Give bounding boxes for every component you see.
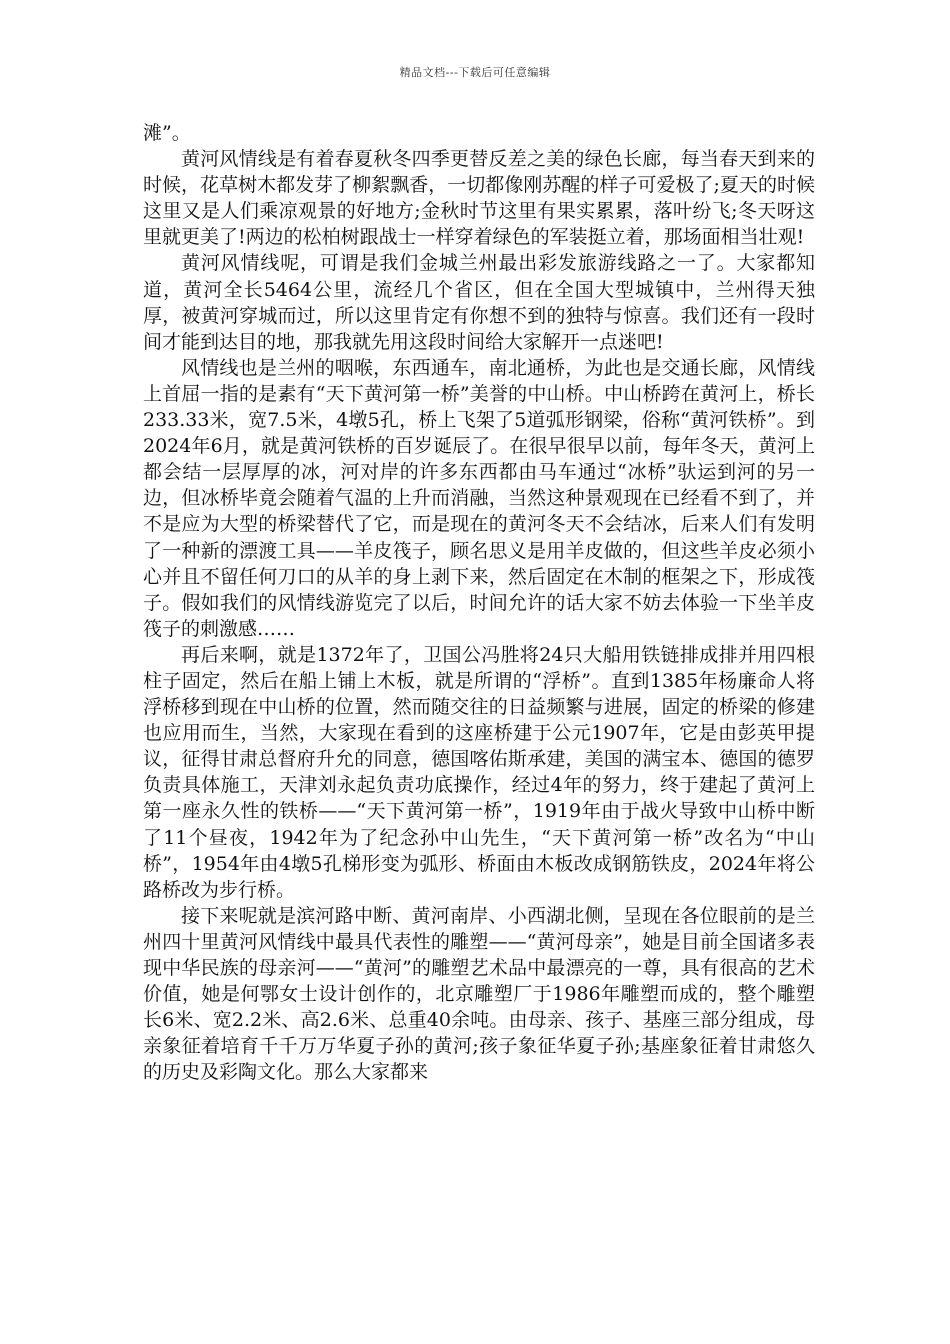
- paragraph: 接下来呢就是滨河路中断、黄河南岸、小西湖北侧，呈现在各位眼前的是兰州四十里黄河风情线中最具代表性的雕塑——“黄河母亲”，她是目前全国诸多表现中华民族的母亲河——“黄河”的雕塑艺术品中最漂亮的一尊，具有很高的艺术价值，她是何鄂女士设计创作的，北京雕塑厂于1986年雕塑而成的，整个雕塑长6米、宽2.2米、高2.6米、总重40余吨。由母亲、孩子、基座三部分组成，母亲象征着培育千千万万华夏子孙的黄河;孩子象征华夏子孙;基座象征着甘肃悠久的历史及彩陶文化。那么大家都来: [143, 904, 815, 1084]
- page-header: 精品文档---下载后可任意编辑: [399, 66, 551, 79]
- paragraph: 风情线也是兰州的咽喉，东西通车，南北通桥，为此也是交通长廊，风情线上首屈一指的是素有“天下黄河第一桥”美誉的中山桥。中山桥跨在黄河上，桥长233.33米，宽7.5米，4墩5孔，桥上飞架了5道弧形钢梁，俗称“黄河铁桥”。到2024年6月，就是黄河铁桥的百岁诞辰了。在很早很早以前，每年冬天，黄河上都会结一层厚厚的冰，河对岸的许多东西都由马车通过“冰桥”驮运到河的另一边，但冰桥毕竟会随着气温的上升而消融，当然这种景观现在已经看不到了，并不是应为大型的桥梁替代了它，而是现在的黄河冬天不会结冰，后来人们有发明了一种新的漂渡工具——羊皮筏子，顾名思义是用羊皮做的，但这些羊皮必须小心并且不留任何刀口的从羊的身上剥下来，然后固定在木制的框架之下，形成筏子。假如我们的风情线游览完了以后，时间允许的话大家不妨去体验一下坐羊皮筏子的刺激感……: [143, 356, 815, 640]
- paragraph: 再后来啊，就是1372年了，卫国公冯胜将24只大船用铁链排成排并用四根柱子固定，然后在船上铺上木板，就是所谓的“浮桥”。直到1385年杨廉命人将浮桥移到现在中山桥的位置，然而随交往的日益频繁与进展，固定的桥梁的修建也应用而生，当然，大家现在看到的这座桥建于公元1907年，它是由彭英甲提议，征得甘肃总督府升允的同意，德国喀佑斯承建，美国的满宝本、德国的德罗负责具体施工，天津刘永起负责功底操作，经过4年的努力，终于建起了黄河上第一座永久性的铁桥——“天下黄河第一桥”，1919年由于战火导致中山桥中断了11个昼夜，1942年为了纪念孙中山先生，“天下黄河第一桥”改名为“中山桥”，1954年由4墩5孔梯形变为弧形、桥面由木板改成钢筋铁皮，2024年将公路桥改为步行桥。: [143, 643, 815, 901]
- paragraph: 黄河风情线呢，可谓是我们金城兰州最出彩发旅游线路之一了。大家都知道，黄河全长5464公里，流经几个省区，但在全国大型城镇中，兰州得天独厚，被黄河穿城而过，所以这里肯定有你想不到的独特与惊喜。我们还有一段时间才能到达目的地，那我就先用这段时间给大家解开一点迷吧!: [143, 252, 815, 353]
- paragraph-continuation: 滩”。: [143, 122, 191, 144]
- paragraph: 黄河风情线是有着春夏秋冬四季更替反差之美的绿色长廊，每当春天到来的时候，花草树木都发芽了柳絮飘香，一切都像刚苏醒的样子可爱极了;夏天的时候这里又是人们乘凉观景的好地方;金秋时节这里有果实累累，落叶纷飞;冬天呀这里就更美了!两边的松柏树跟战士一样穿着绿色的军装挺立着，那场面相当壮观!: [143, 148, 815, 249]
- document-body: [143, 120, 815, 1085]
